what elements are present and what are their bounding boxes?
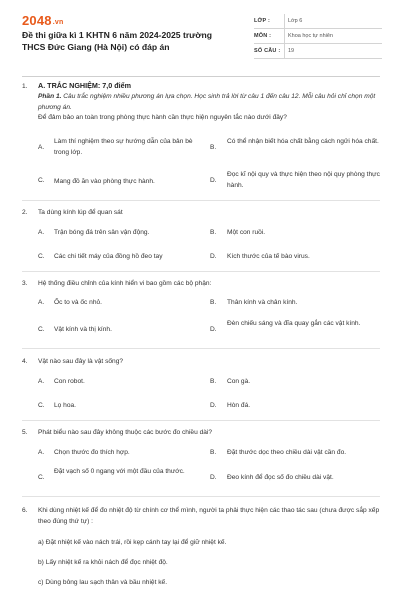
- header-divider: [22, 76, 380, 77]
- question-number: 3.: [22, 280, 28, 287]
- info-value: 19: [284, 44, 294, 59]
- page-title: Đề thi giữa kì 1 KHTN 6 năm 2024-2025 trường THCS Đức Giang (Hà Nội) có đáp án: [22, 30, 213, 52]
- question-text: Ta dùng kính lúp để quan sát: [38, 209, 123, 216]
- info-label: LỚP :: [254, 18, 270, 24]
- question-text: Vật nào sau đây là vật sống?: [38, 358, 124, 365]
- option-letter[interactable]: A.: [38, 299, 45, 306]
- option-text[interactable]: Thân kính và chân kính.: [227, 299, 298, 306]
- option-text[interactable]: Đọc kĩ nội quy và thực hiện theo nội quy phòng thực hành.: [227, 171, 380, 189]
- logo-tld: .vn: [52, 19, 64, 26]
- page-header: [0, 0, 400, 66]
- info-value: Khoa học tự nhiên: [284, 29, 333, 44]
- option-text[interactable]: Mang đồ ăn vào phòng thực hành.: [54, 178, 155, 185]
- option-text[interactable]: Trận bóng đá trên sân vận động.: [54, 229, 150, 236]
- info-value: Lớp 6: [284, 14, 302, 29]
- option-letter[interactable]: A.: [38, 449, 45, 456]
- option-letter[interactable]: D.: [210, 253, 217, 260]
- question-separator: [22, 348, 380, 349]
- question-text: Hệ thống điều chỉnh của kính hiển vi bao gồm các bộ phận:: [38, 280, 212, 287]
- option-text[interactable]: Kích thước của tế bào virus.: [227, 253, 310, 260]
- option-letter[interactable]: D.: [210, 402, 217, 409]
- option-letter[interactable]: A.: [38, 144, 45, 151]
- option-letter[interactable]: A.: [38, 378, 45, 385]
- option-text[interactable]: Đặt vạch số 0 ngang với một đầu của thước.: [54, 468, 185, 475]
- question-separator: [22, 420, 380, 421]
- question-separator: [22, 200, 380, 201]
- option-text[interactable]: Chọn thước đo thích hợp.: [54, 449, 130, 456]
- option-letter[interactable]: C.: [38, 177, 45, 184]
- option-text[interactable]: Lọ hoa.: [54, 402, 76, 409]
- option-text[interactable]: Con robot.: [54, 378, 85, 385]
- option-text[interactable]: Làm thí nghiệm theo sự hướng dẫn của bản bè trong lớp.: [54, 138, 193, 156]
- question-text: Khi dùng nhiệt kế để đo nhiệt độ từ chính cơ thể mình, người ta phải thực hiện các thao tác sau (chưa được sắp xếp theo đúng thứ tự) :: [38, 507, 380, 525]
- question-separator: [22, 271, 380, 272]
- option-text[interactable]: Ốc to và ốc nhỏ.: [54, 299, 103, 306]
- option-letter[interactable]: B.: [210, 229, 217, 236]
- option-text[interactable]: Hòn đá.: [227, 402, 251, 409]
- option-letter[interactable]: D.: [210, 326, 217, 333]
- list-item: b) Lấy nhiệt kế ra khỏi nách để đọc nhiệt độ.: [38, 559, 168, 566]
- option-text[interactable]: Con gà.: [227, 378, 251, 385]
- option-letter[interactable]: D.: [210, 177, 217, 184]
- section-heading: A. TRẮC NGHIỆM: 7,0 điểm: [38, 81, 132, 90]
- info-table: [254, 14, 382, 59]
- option-letter[interactable]: A.: [38, 229, 45, 236]
- list-item: a) Đặt nhiệt kế vào nách trái, rồi kẹp cánh tay lại để giữ nhiệt kế.: [38, 539, 227, 546]
- logo-text: 2048: [22, 13, 52, 28]
- part-text: Câu trắc nghiệm nhiều phương án lựa chọn. Học sinh trả lời từ câu 1 đến câu 12. Mỗi câu hỏi chỉ chọn một phương án.: [38, 93, 376, 111]
- question-separator: [22, 496, 380, 497]
- option-text[interactable]: Vật kính và thị kính.: [54, 326, 112, 333]
- info-label: SỐ CÂU :: [254, 48, 281, 54]
- option-text[interactable]: Đeo kính để đọc số đo chiều dài vật.: [227, 474, 334, 481]
- info-row-class: [254, 14, 382, 29]
- option-text[interactable]: Các chi tiết máy của đồng hồ đeo tay: [54, 253, 163, 260]
- info-row-subject: [254, 29, 382, 44]
- list-item: c) Dùng bông lau sạch thân và bầu nhiệt kế.: [38, 579, 168, 586]
- option-letter[interactable]: C.: [38, 474, 45, 481]
- option-letter[interactable]: B.: [210, 449, 217, 456]
- option-letter[interactable]: C.: [38, 402, 45, 409]
- option-letter[interactable]: B.: [210, 299, 217, 306]
- option-letter[interactable]: C.: [38, 253, 45, 260]
- option-text[interactable]: Có thể nhận biết hóa chất bằng cách ngửi hóa chất.: [227, 138, 379, 145]
- question-number: 4.: [22, 358, 28, 365]
- question-text: Phát biểu nào sau đây không thuộc các bước đo chiều dài?: [38, 429, 213, 436]
- question-number: 5.: [22, 429, 28, 436]
- question-number: 2.: [22, 209, 28, 216]
- question-number: 6.: [22, 507, 28, 514]
- option-letter[interactable]: B.: [210, 144, 217, 151]
- option-text[interactable]: Đèn chiếu sáng và đĩa quay gắn các vật kính.: [227, 320, 361, 327]
- site-logo[interactable]: [22, 13, 63, 28]
- question-text: Để đảm bảo an toàn trong phòng thực hành cần thực hiện nguyên tắc nào dưới đây?: [38, 114, 287, 121]
- option-letter[interactable]: B.: [210, 378, 217, 385]
- question-number: 1.: [22, 83, 28, 90]
- option-letter[interactable]: D.: [210, 474, 217, 481]
- info-row-count: [254, 44, 382, 59]
- option-text[interactable]: Đặt thước dọc theo chiều dài vật cần đo.: [227, 449, 347, 456]
- part-label: Phần 1.: [38, 93, 62, 100]
- option-letter[interactable]: C.: [38, 326, 45, 333]
- part-instruction: [38, 92, 382, 113]
- info-label: MÔN :: [254, 33, 272, 39]
- option-text[interactable]: Một con ruồi.: [227, 229, 266, 236]
